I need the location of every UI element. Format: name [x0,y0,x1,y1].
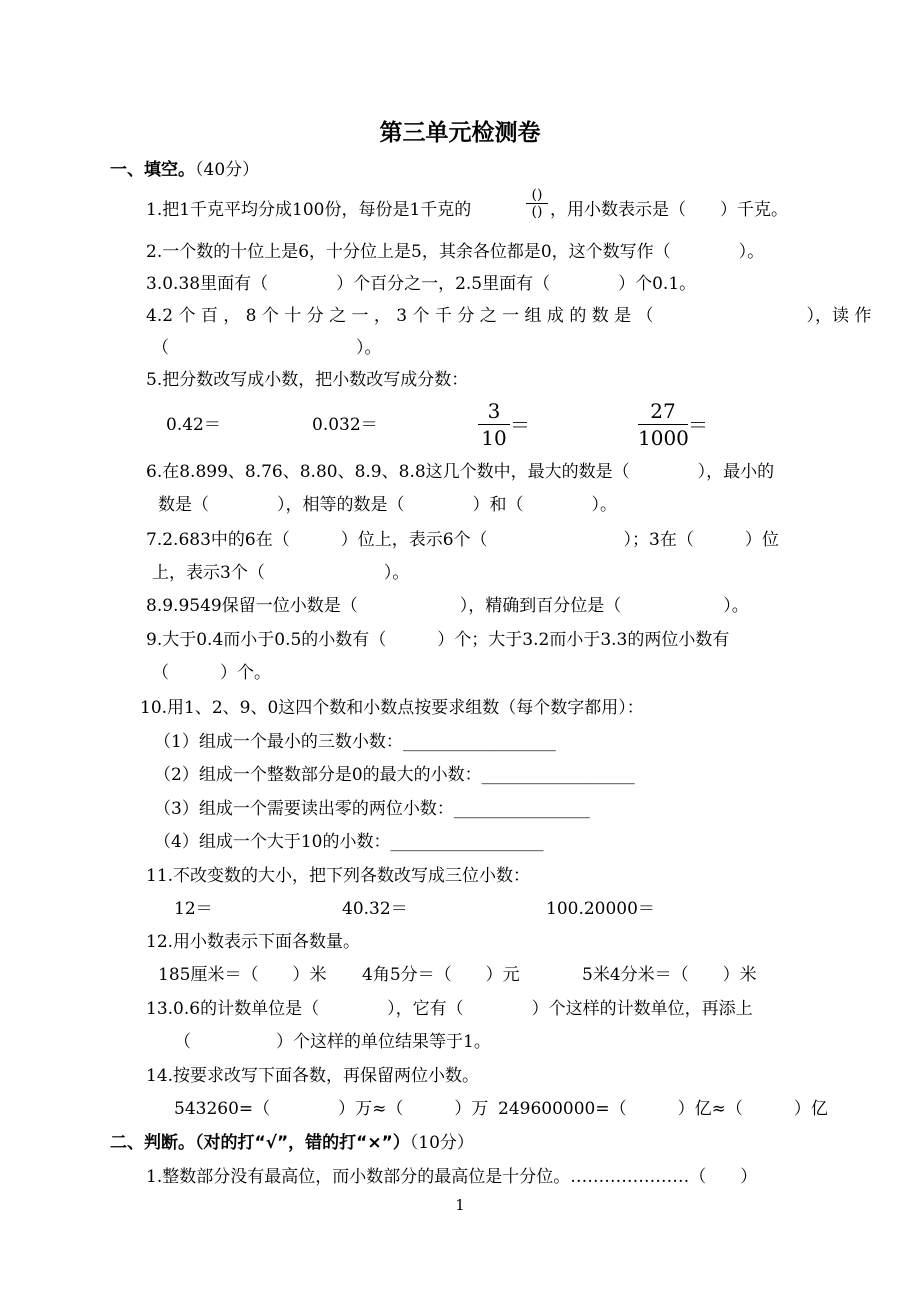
question-9-line-1: 9.大于0.4而小于0.5的小数有（ ）个；大于3.2而小于3.3的两位小数有 [146,630,730,650]
question-5-fraction-d [638,398,688,451]
question-9-line-2: （ ）个。 [152,663,271,683]
section-1-points: （40分） [195,160,260,180]
page-title: 第三单元检测卷 [379,120,541,146]
question-14-b: 249600000=（ ）亿≈（ ）亿 [498,1099,828,1119]
question-8: 8.9.9549保留一位小数是（ ），精确到百分位是（ ）。 [146,596,749,616]
question-12-c: 5米4分米＝（ ）米 [582,965,757,985]
question-4-line-1: 4.2 个 百 ， 8 个 十 分 之 一 ， 3 个 千 分 之 一 组 成 的 数 是 （ ），读 作 [146,306,872,326]
question-11-b: 40.32＝ [342,899,408,919]
question-14-a: 543260=（ ）万≈（ ）万 [174,1099,489,1119]
question-7-line-1: 7.2.683中的6在（ ）位上，表示6个（ ）；3在（ ）位 [146,530,779,550]
question-5-a: 0.42＝ [166,415,221,435]
fraction-denominator: 1000 [638,426,689,450]
question-10-item-2: （2）组成一个整数部分是0的最大的小数：__________________ [154,765,635,785]
question-11-intro: 11.不改变数的大小，把下列各数改写成三位小数： [146,866,531,886]
section-1-title: 一、填空。 [110,160,195,180]
question-5-c-equals: ＝ [510,413,530,437]
question-10-item-3: （3）组成一个需要读出零的两位小数：________________ [154,799,590,819]
question-11-a: 12＝ [174,899,213,919]
question-5-d-equals: ＝ [688,413,708,437]
question-5-intro: 5.把分数改写成小数，把小数改写成分数： [146,370,469,390]
section-2-heading [110,1131,474,1155]
question-1-text-end: ，用小数表示是（ ）千克。 [550,200,788,220]
question-12-b: 4角5分＝（ ）元 [362,965,520,985]
fraction-numerator: 27 [650,399,676,423]
section-1-heading [110,158,259,182]
question-1-text: 1.把1千克平均分成100份，每份是1千克的 [146,200,472,220]
question-12-a: 185厘米＝（ ）米 [158,965,327,985]
judgment-1: 1.整数部分没有最高位，而小数部分的最高位是十分位。…………………（ ） [146,1167,758,1187]
question-14-intro: 14.按要求改写下面各数，再保留两位小数。 [146,1066,480,1086]
question-7-line-2: 上，表示3个（ ）。 [152,563,410,583]
question-6-line-2: 数是（ ），相等的数是（ ）和（ ）。 [158,495,617,515]
fraction-denominator: 10 [481,426,507,450]
question-5-b: 0.032＝ [312,415,378,435]
question-10-item-1: （1）组成一个最小的三数小数：__________________ [154,732,556,752]
question-11-c: 100.20000＝ [546,899,655,919]
section-2-points: （10分） [409,1133,474,1153]
question-6-line-1: 6.在8.899、8.76、8.80、8.9、8.8这几个数中，最大的数是（ ），最小的 [146,462,775,482]
question-10-intro: 10.用1、2、9、0这四个数和小数点按要求组数（每个数字都用）： [140,698,644,718]
question-4-line-2: （ ）。 [152,338,382,358]
section-2-title: 二、判断。（对的打“√”，错的打“×”） [110,1133,410,1153]
question-13-line-2: （ ）个这样的单位结果等于1。 [174,1032,491,1052]
question-3: 3.0.38里面有（ ）个百分之一，2.5里面有（ ）个0.1。 [146,274,697,294]
question-10-item-4: （4）组成一个大于10的小数：__________________ [154,832,544,852]
fraction-denominator: () [531,204,543,220]
fraction-numerator: () [531,187,543,203]
question-13-line-1: 13.0.6的计数单位是（ ），它有（ ）个这样的计数单位，再添上 [146,999,753,1019]
question-2: 2.一个数的十位上是6，十分位上是5，其余各位都是0，这个数写作（ ）。 [146,242,765,262]
question-1-fraction [526,187,548,220]
fraction-numerator: 3 [487,399,501,423]
question-5-fraction-c [478,398,510,451]
question-12-intro: 12.用小数表示下面各数量。 [146,932,361,952]
page-number: 1 [455,1196,465,1214]
